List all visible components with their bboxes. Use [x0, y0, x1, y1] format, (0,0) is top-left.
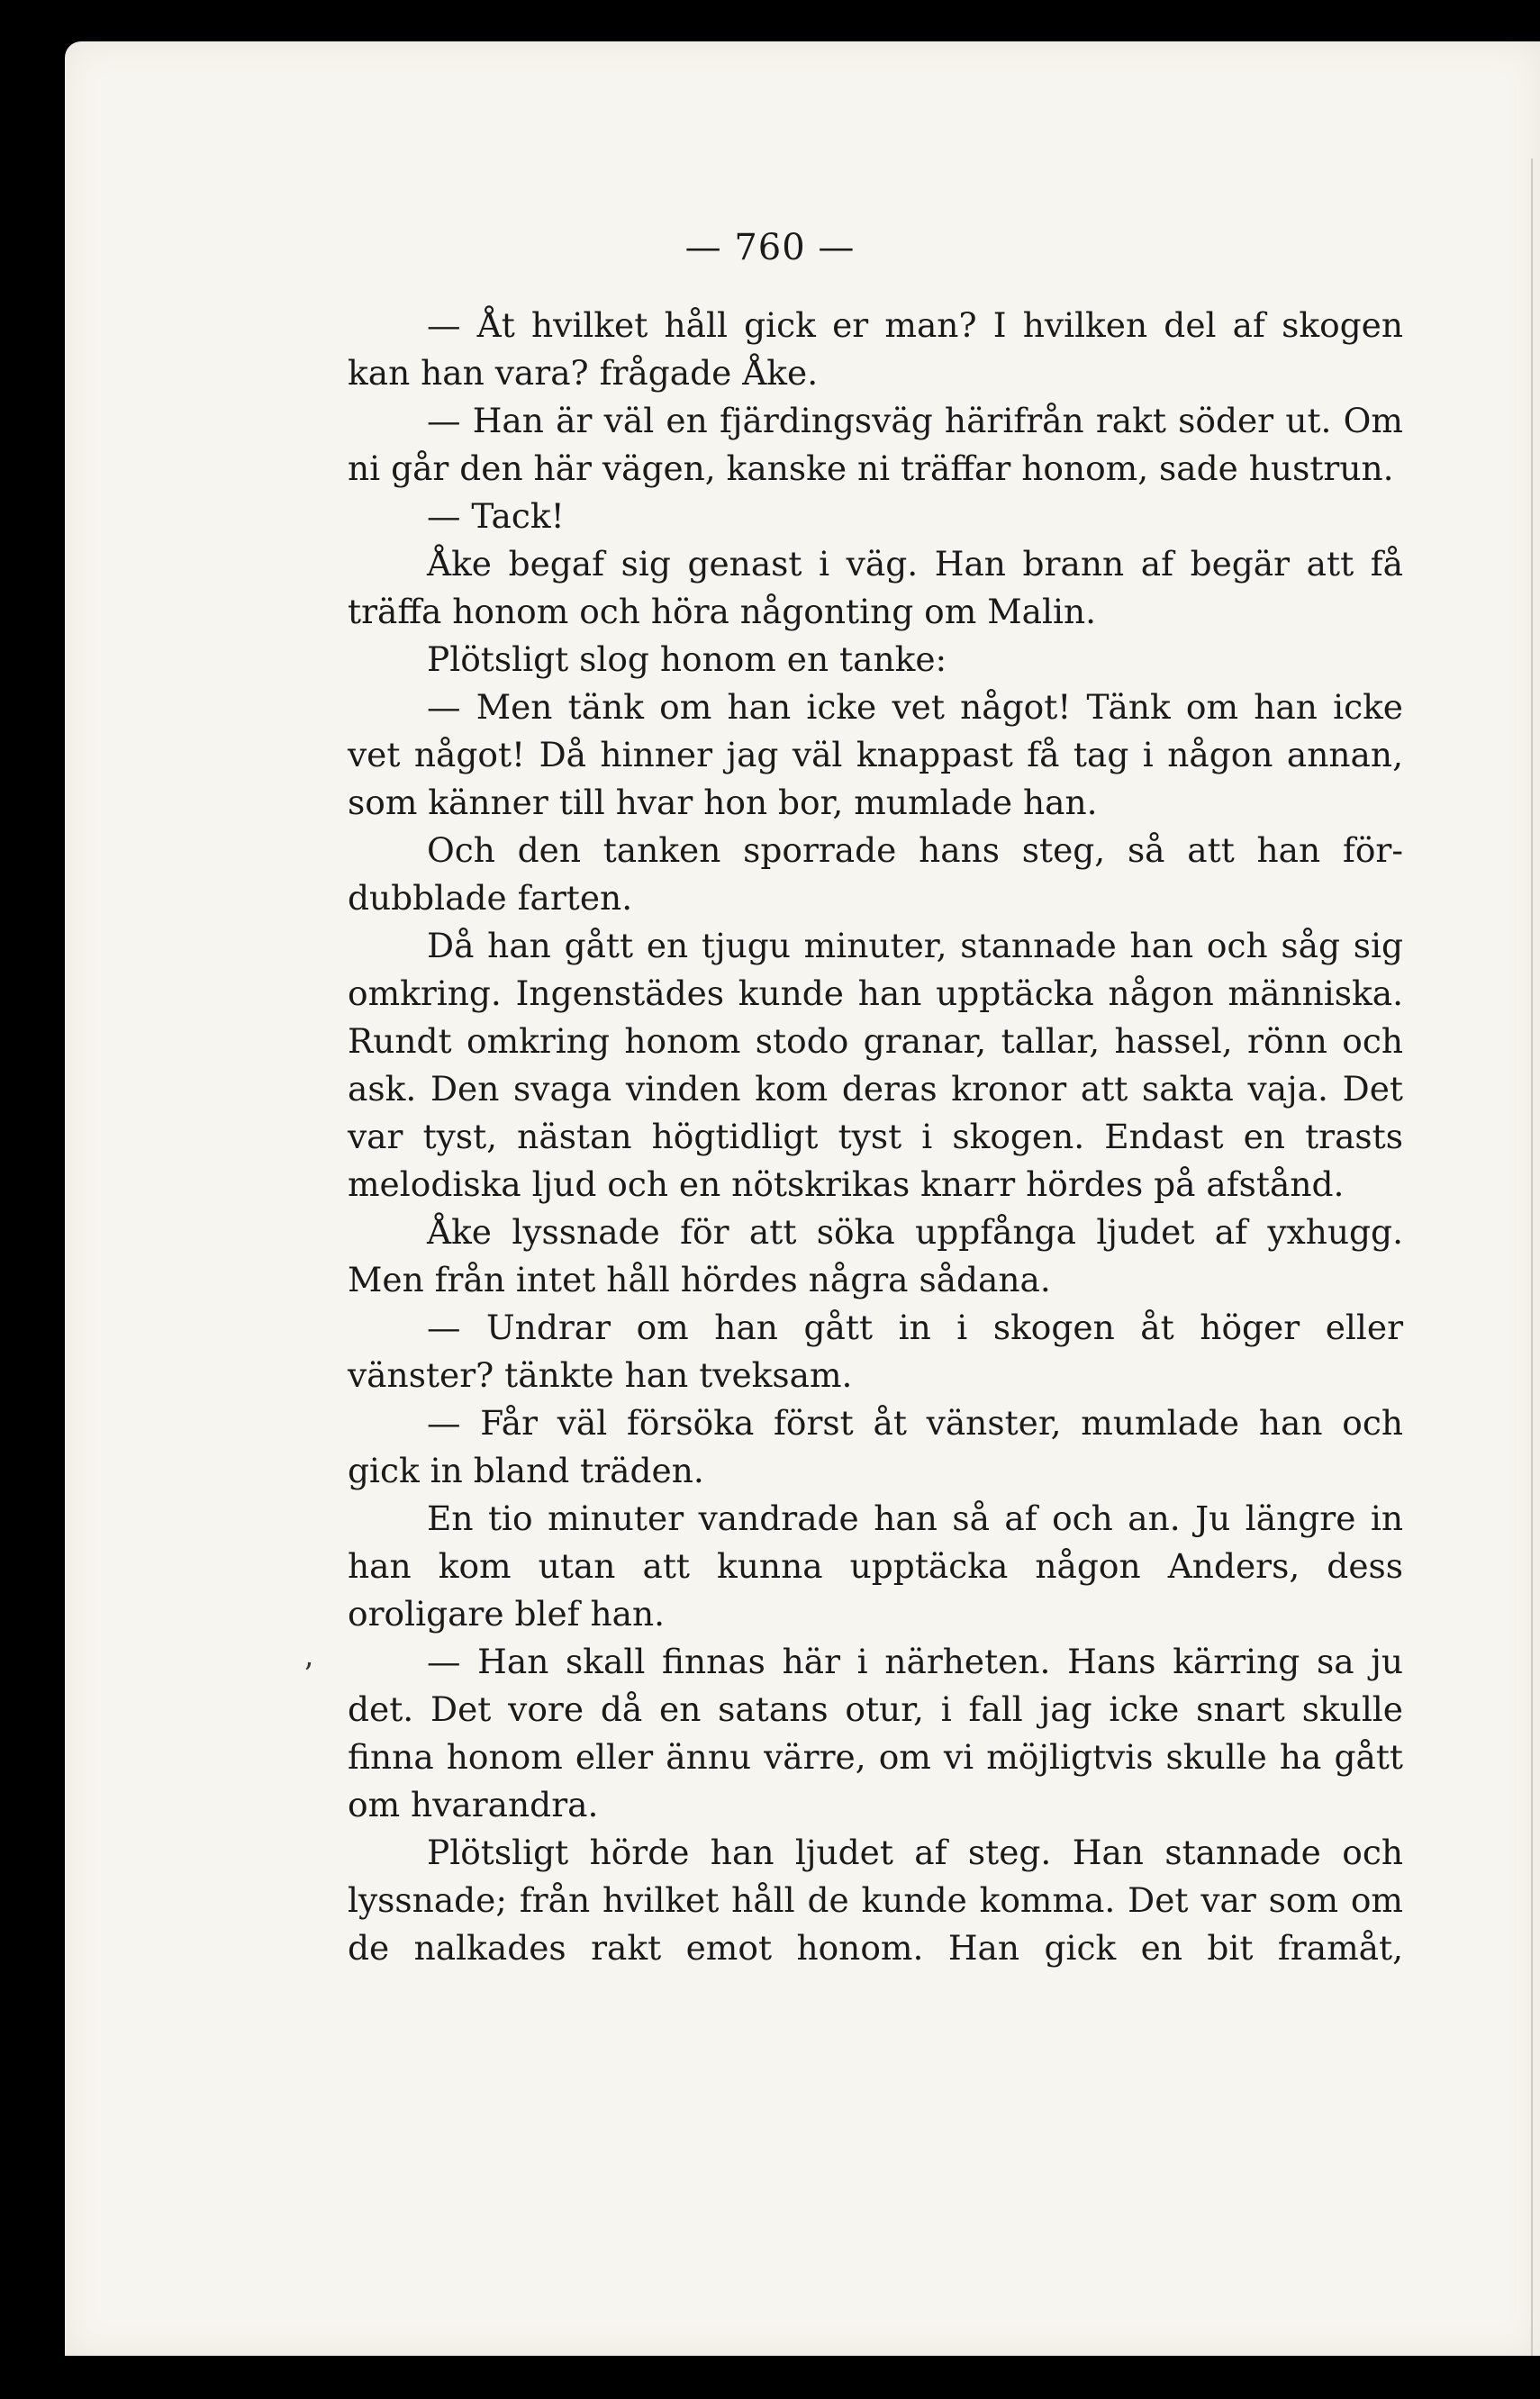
body-text [348, 302, 1403, 1972]
paragraph: — Undrar om han gått in i skogen åt höger eller vänster? tänkte han tveksam. [348, 1308, 1403, 1395]
margin-pencil-mark: ʼ [303, 1657, 313, 1693]
paragraph: Plötsligt slog honom en tanke: [427, 639, 947, 679]
paragraph: Åke lyssnade för att söka uppfånga ljudet af yxhugg. Men från intet håll hördes några sådana. [348, 1212, 1403, 1299]
paragraph: — Tack! [427, 496, 565, 536]
paragraph: Åke begaf sig genast i väg. Han brann af begär att få träffa honom och höra någonting om Malin. [348, 544, 1403, 631]
paragraph: Och den tanken sporrade hans steg, så att han fördubblade farten. [348, 830, 1403, 918]
paragraph: Plötsligt hörde han ljudet af steg. Han stannade och lyssnade; från hvilket håll de kunde komma. Det var som om de nalkades rakt emot honom. Han gick en bit framåt, [348, 1833, 1403, 1968]
paragraph: Då han gått en tjugu minuter, stannade han och såg sig omkring. Ingenstädes kunde han upptäcka någon människa. Rundt omkring honom stodo granar, tallar, hassel, rönn och ask. Den svaga vinden kom deras kronor att sakta vaja. Det var tyst, nästan högtidligt tyst i skogen. Endast en trasts melodiska ljud och en nötskrikas knarr hördes på afstånd. [348, 926, 1403, 1204]
page-number: — 760 — [684, 227, 856, 268]
paragraph: — Men tänk om han icke vet något! Tänk om han icke vet något! Då hinner jag väl knappast få tag i någon annan, som känner till hvar hon bor, mumlade han. [348, 687, 1403, 822]
paragraph: — Får väl försöka först åt vänster, mumlade han och gick in bland träden. [348, 1403, 1403, 1490]
paragraph: — Han skall finnas här i närheten. Hans kärring sa ju det. Det vore då en satans otur, i fall jag icke snart skulle finna honom eller ännu värre, om vi möjligtvis skulle ha gått om hvarandra. [348, 1642, 1403, 1824]
paragraph: — Åt hvilket håll gick er man? I hvilken del af skogen kan han vara? frågade Åke. [348, 305, 1403, 393]
paragraph: — Han är väl en fjärdingsväg härifrån rakt söder ut. Om ni går den här vägen, kanske ni träffar honom, sade hustrun. [348, 401, 1403, 488]
paper-edge-shadow [1531, 158, 1533, 2356]
paragraph: En tio minuter vandrade han så af och an. Ju längre in han kom utan att kunna upptäcka någon Anders, dess oroligare blef han. [348, 1498, 1403, 1634]
